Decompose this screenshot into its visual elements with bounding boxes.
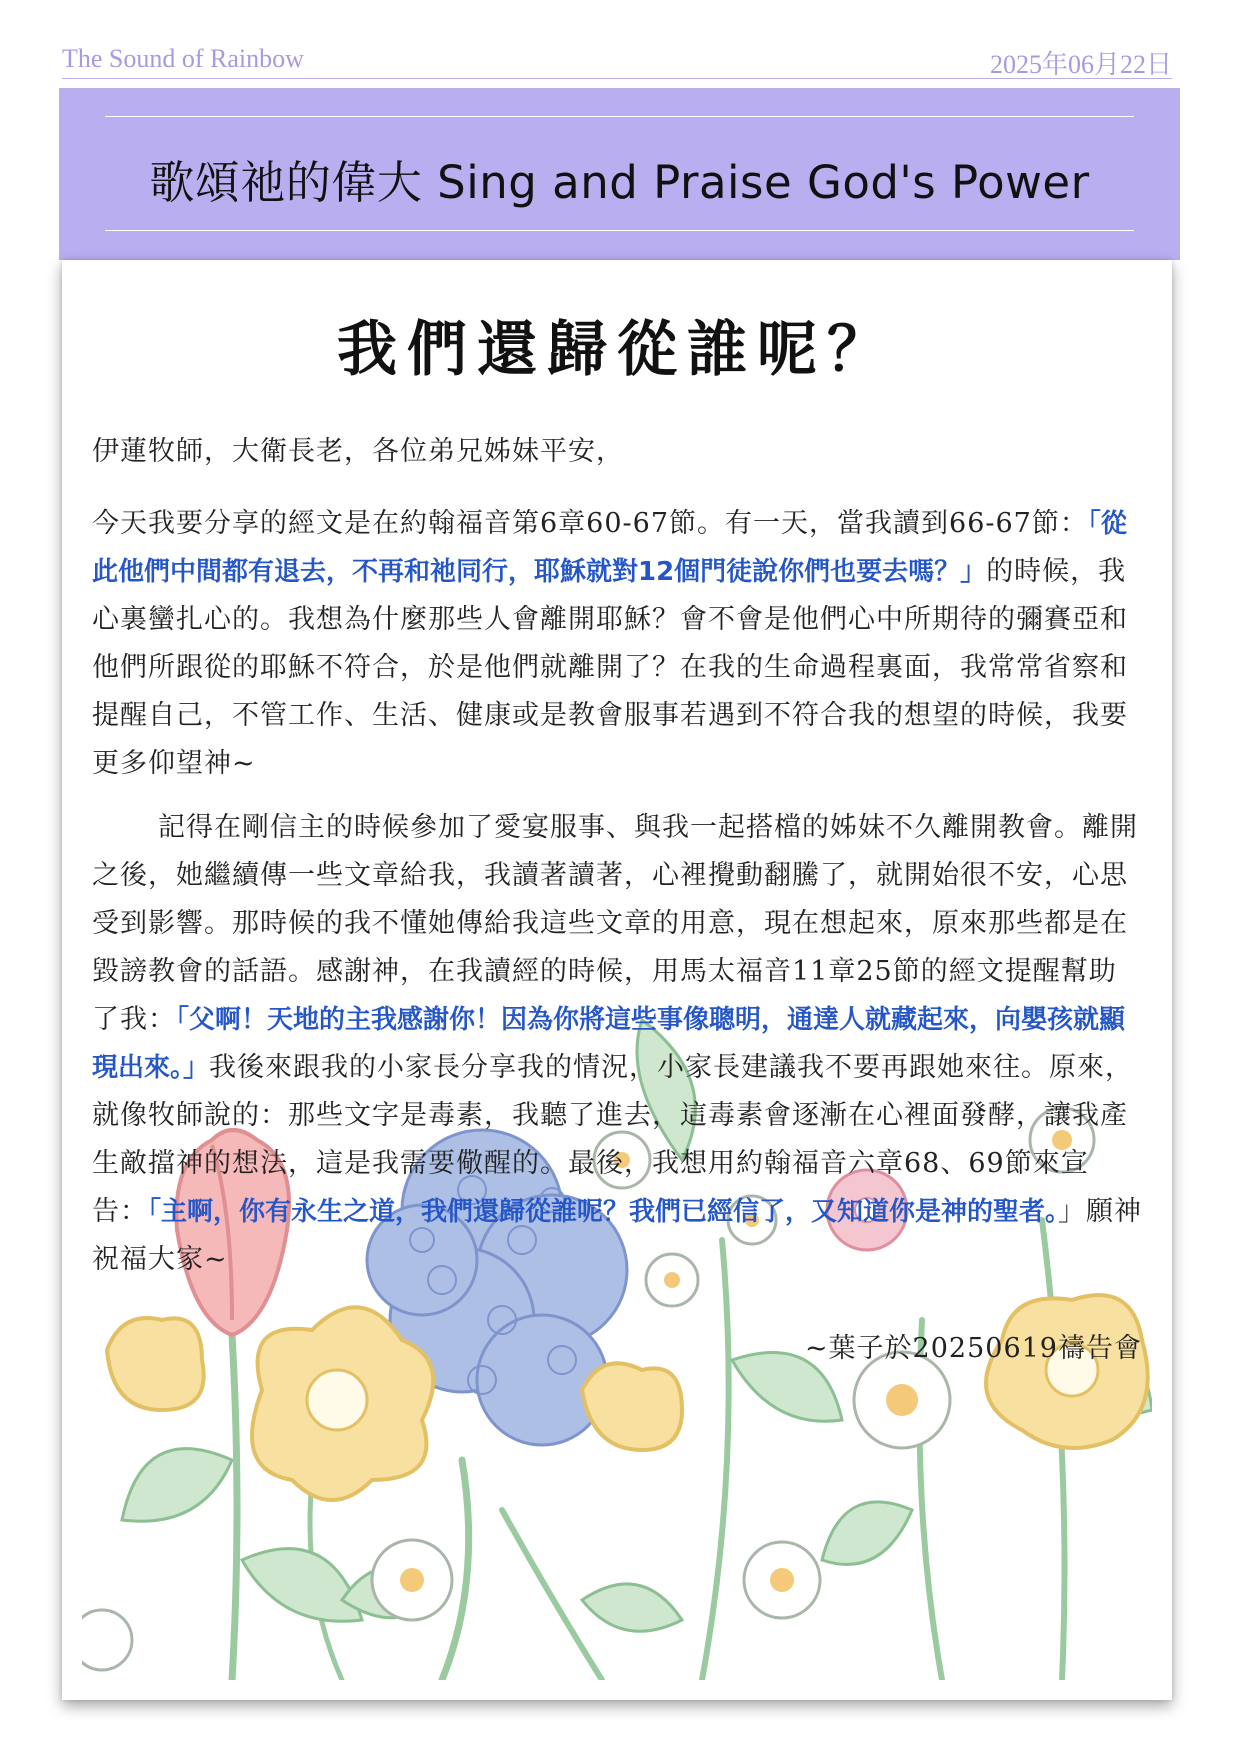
scripture-quote-john-6: 「從此他們中間都有退去，不再和祂同行，耶穌就對12個門徒說你們也要去嗎？」 xyxy=(92,509,1127,587)
scripture-quote-matthew-11: 「父啊！天地的主我感謝你！因為你將這些事像聰明，通達人就藏起來，向嬰孩就顯現出來。」 xyxy=(92,1005,1126,1083)
paragraph-2-body: 我後來跟我的小家長分享我的情況，小家長建議我不要再跟她來往。原來，就像牧師說的：那些文字是毒素，我聽了進去，這毒素會逐漸在心裡面發酵，讓我產生敵擋神的想法，這是我需要儆醒的。最後，我想用約翰福音六章68、69節來宣告： xyxy=(92,1052,1134,1227)
brand-name: The Sound of Rainbow xyxy=(62,44,304,73)
banner-title: 歌頌祂的偉大 Sing and Praise God's Power xyxy=(149,156,1090,209)
paragraph-1-body: 的時候，我心裏蠻扎心的。我想為什麼那些人會離開耶穌？會不會是他們心中所期待的彌賽亞和他們所跟從的耶穌不符合，於是他們就離開了？在我的生命過程裏面，我常常省察和提醒自己，不管工作、生活、健康或是教會服事若遇到不符合我的想望的時候，我要更多仰望神~ xyxy=(92,556,1128,779)
paragraph-2-closing: 」願神祝福大家~ xyxy=(92,1196,1143,1275)
title-banner xyxy=(59,88,1180,260)
paragraph-2 xyxy=(92,804,1142,1284)
page-header xyxy=(62,44,1172,79)
greeting-paragraph: 伊蓮牧師，大衛長老，各位弟兄姊妹平安， xyxy=(92,436,624,467)
scripture-quote-john-6-68: 「主啊，你有永生之道，我們還歸從誰呢？我們已經信了，又知道你是神的聖者。 xyxy=(148,1197,1059,1227)
article-title: 我們還歸從誰呢？ xyxy=(337,315,897,385)
publish-date: 2025年06月22日 xyxy=(989,50,1172,79)
paragraph-1-intro: 今天我要分享的經文是在約翰福音第6章60-67節。有一天，當我讀到66-67節： xyxy=(92,508,1088,539)
banner-divider-bottom xyxy=(105,230,1134,231)
paragraph-1 xyxy=(92,500,1142,788)
signature: ~葉子於20250619禱告會 xyxy=(804,1333,1142,1364)
banner-divider-top xyxy=(105,116,1134,117)
article-card xyxy=(62,260,1172,1700)
paragraph-2-intro: 記得在剛信主的時候參加了愛宴服事、與我一起搭檔的姊妹不久離開教會。離開之後，她繼續傳一些文章給我，我讀著讀著，心裡攪動翻騰了，就開始很不安，心思受到影響。那時候的我不懂她傳給我這些文章的用意，現在想起來，原來那些都是在毀謗教會的話語。感謝神，在我讀經的時候，用馬太福音11章25節的經文提醒幫助了我： xyxy=(92,812,1138,1035)
